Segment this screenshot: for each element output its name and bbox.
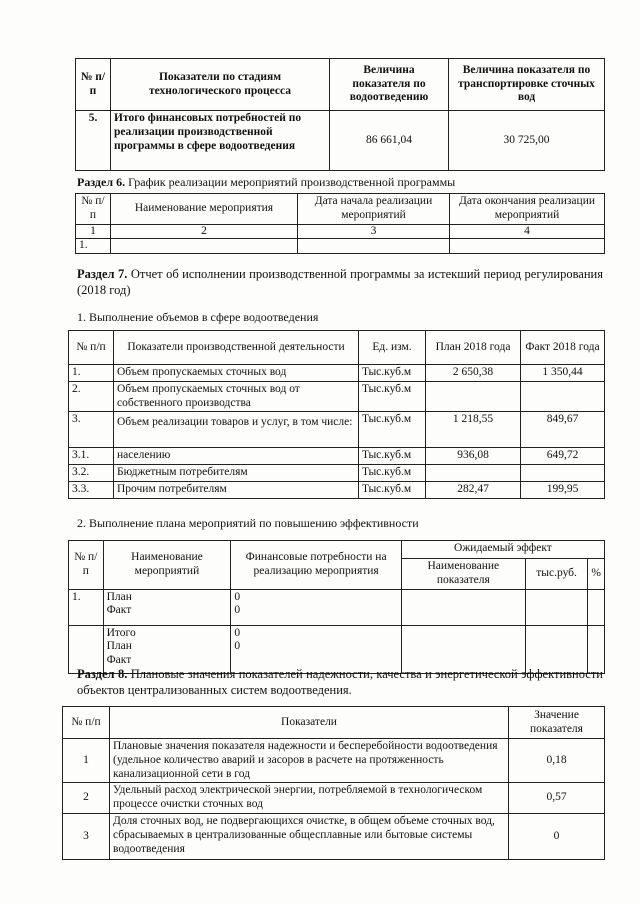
t2-header-name: Наименование мероприятия (111, 194, 298, 225)
table-row (69, 365, 605, 382)
table-financial-needs (75, 58, 605, 171)
section-8-label: Раздел 8. (77, 667, 128, 681)
t3-row-fact: 1 350,44 (521, 365, 605, 382)
t3-row-unit: Тыс.куб.м (359, 365, 426, 382)
t4-header-effect: Ожидаемый эффект (401, 541, 604, 559)
t3-row-unit: Тыс.куб.м (359, 381, 426, 412)
section-6-heading (77, 175, 455, 191)
t3-row-num: 1. (69, 365, 114, 382)
table-row (69, 448, 605, 465)
t4-plan-value: 0 (234, 590, 241, 603)
t2-num-4: 4 (450, 224, 605, 239)
t1-header-num: № п/п (76, 59, 111, 111)
t1-header-stage: Показатели по стадиям технологического процесса (111, 59, 330, 111)
table-efficiency-plan (68, 540, 605, 674)
table-row (69, 412, 605, 448)
t3-row-num: 2. (69, 381, 114, 412)
section-7-label: Раздел 7. (77, 267, 128, 281)
t3-row-num: 3.3. (69, 481, 114, 498)
section-7-heading (77, 266, 603, 299)
t1-header-transport: Величина показателя по транспортировке сточных вод (449, 59, 605, 111)
t5-header-value: Значение показателя (509, 707, 605, 739)
t1-row-name: Итого финансовых потребностей по реализации производственной программы в сфере водоотведения (111, 111, 330, 171)
section-8-text: Плановые значения показателей надежности, качества и энергетической эффективности объектов централизованных систем водоотведения. (77, 667, 604, 698)
t3-row-plan: 936,08 (426, 448, 521, 465)
t4-plan2-label: План (106, 640, 132, 653)
t3-row-plan: 2 650,38 (426, 365, 521, 382)
t3-row-name: Объем реализации товаров и услуг, в том числе: (114, 412, 359, 448)
t5-header-name: Показатели (110, 707, 509, 739)
t2-num-1: 1 (76, 224, 111, 239)
t3-row-unit: Тыс.куб.м (359, 412, 426, 448)
t3-header-name: Показатели производственной деятельности (114, 331, 359, 365)
table-row (63, 783, 605, 814)
t5-row-name: Удельный расход электрической энергии, потребляемой в технологическом процессе очистки сточных вод (110, 783, 509, 814)
t4-header-num: № п/п (69, 541, 104, 590)
t4-plan-label: План (106, 590, 132, 603)
t3-row-fact: 199,95 (521, 481, 605, 498)
t2-row1-num: 1. (76, 239, 111, 254)
t3-header-num: № п/п (69, 331, 114, 365)
t3-row-name: Прочим потребителям (114, 481, 359, 498)
t4-header-pct: % (588, 559, 605, 590)
t4-header-indicator: Наименование показателя (401, 559, 525, 590)
t3-row-num: 3. (69, 412, 114, 448)
t3-row-num: 3.2. (69, 465, 114, 482)
t4-row-pct (588, 589, 605, 625)
t4-header-rub: тыс.руб. (525, 559, 588, 590)
section-7-text: Отчет об исполнении производственной программы за истекший период регулирования (2018 год) (77, 267, 603, 298)
t3-row-name: Объем пропускаемых сточных вод (114, 365, 359, 382)
t3-header-plan: План 2018 года (426, 331, 521, 365)
table-reliability (62, 706, 605, 860)
t5-row-value: 0,57 (509, 783, 605, 814)
t3-row-plan: 1 218,55 (426, 412, 521, 448)
table-row (69, 481, 605, 498)
t3-row-num: 3.1. (69, 448, 114, 465)
t1-row-disposal: 86 661,04 (330, 111, 449, 171)
t3-row-name: Объем пропускаемых сточных вод от собственного производства (114, 381, 359, 412)
section-6-label: Раздел 6. (77, 175, 126, 189)
t5-row-value: 0 (509, 813, 605, 859)
table-schedule (75, 193, 605, 254)
t2-num-3: 3 (298, 224, 450, 239)
t3-row-plan (426, 465, 521, 482)
t2-header-end: Дата окончания реализации мероприятий (450, 194, 605, 225)
t4-header-name: Наименование мероприятий (103, 541, 231, 590)
t4-fact-label: Факт (106, 604, 132, 617)
t5-row-name: Доля сточных вод, не подвергающихся очистке, в общем объеме сточных вод, сбрасываемых в централизованные общесплавные или бытовые системы водоотведения (110, 813, 509, 859)
t4-fact-value: 0 (234, 604, 241, 617)
t2-row1-name (111, 239, 298, 254)
t3-row-unit: Тыс.куб.м (359, 465, 426, 482)
t5-row-num: 1 (63, 739, 110, 783)
section-7-2-title: 2. Выполнение плана мероприятий по повышению эффективности (77, 516, 419, 530)
t2-num-2: 2 (111, 224, 298, 239)
t3-row-unit: Тыс.куб.м (359, 481, 426, 498)
t5-row-num: 2 (63, 783, 110, 814)
t4-row-plan-fact (103, 589, 231, 625)
t4-total-plan-value: 0 (234, 626, 241, 639)
table-row (63, 739, 605, 783)
t3-row-fact: 649,72 (521, 448, 605, 465)
t2-row1-start (298, 239, 450, 254)
t5-row-value: 0,18 (509, 739, 605, 783)
t1-row-num: 5. (76, 111, 111, 171)
t3-row-unit: Тыс.куб.м (359, 448, 426, 465)
section-7-1-title: 1. Выполнение объемов в сфере водоотведения (77, 310, 319, 324)
t4-row-rub (525, 589, 588, 625)
t4-row-num: 1. (69, 589, 104, 625)
t4-total-fact-value: 0 (234, 640, 241, 653)
t3-row-name: населению (114, 448, 359, 465)
t5-row-name: Плановые значения показателя надежности и бесперебойности водоотведения (удельное количество аварий и засоров в расчете на протяженность канализационной сети в год (110, 739, 509, 783)
table-row (69, 381, 605, 412)
t3-row-fact (521, 381, 605, 412)
t1-row-transport: 30 725,00 (449, 111, 605, 171)
t1-header-disposal: Величина показателя по водоотведению (330, 59, 449, 111)
t2-row1-end (450, 239, 605, 254)
t3-row-plan (426, 381, 521, 412)
t4-row-fin (231, 589, 402, 625)
t3-header-unit: Ед. изм. (359, 331, 426, 365)
t2-header-start: Дата начала реализации мероприятий (298, 194, 450, 225)
t4-itogo-label: Итого (106, 626, 136, 639)
t3-row-fact (521, 465, 605, 482)
table-row (69, 465, 605, 482)
t2-header-num: № п/п (76, 194, 111, 225)
t4-header-fin: Финансовые потребности на реализацию мероприятия (231, 541, 402, 590)
section-8-heading (77, 666, 603, 699)
t4-row-indicator (401, 589, 525, 625)
t3-row-plan: 282,47 (426, 481, 521, 498)
table-volumes (68, 330, 605, 499)
t3-row-name: Бюджетным потребителям (114, 465, 359, 482)
t3-header-fact: Факт 2018 года (521, 331, 605, 365)
table-row (63, 813, 605, 859)
t4-fact2-label: Факт (106, 654, 132, 667)
section-6-text: График реализации мероприятий производственной программы (128, 175, 456, 189)
t3-row-fact: 849,67 (521, 412, 605, 448)
t5-header-num: № п/п (63, 707, 110, 739)
t5-row-num: 3 (63, 813, 110, 859)
